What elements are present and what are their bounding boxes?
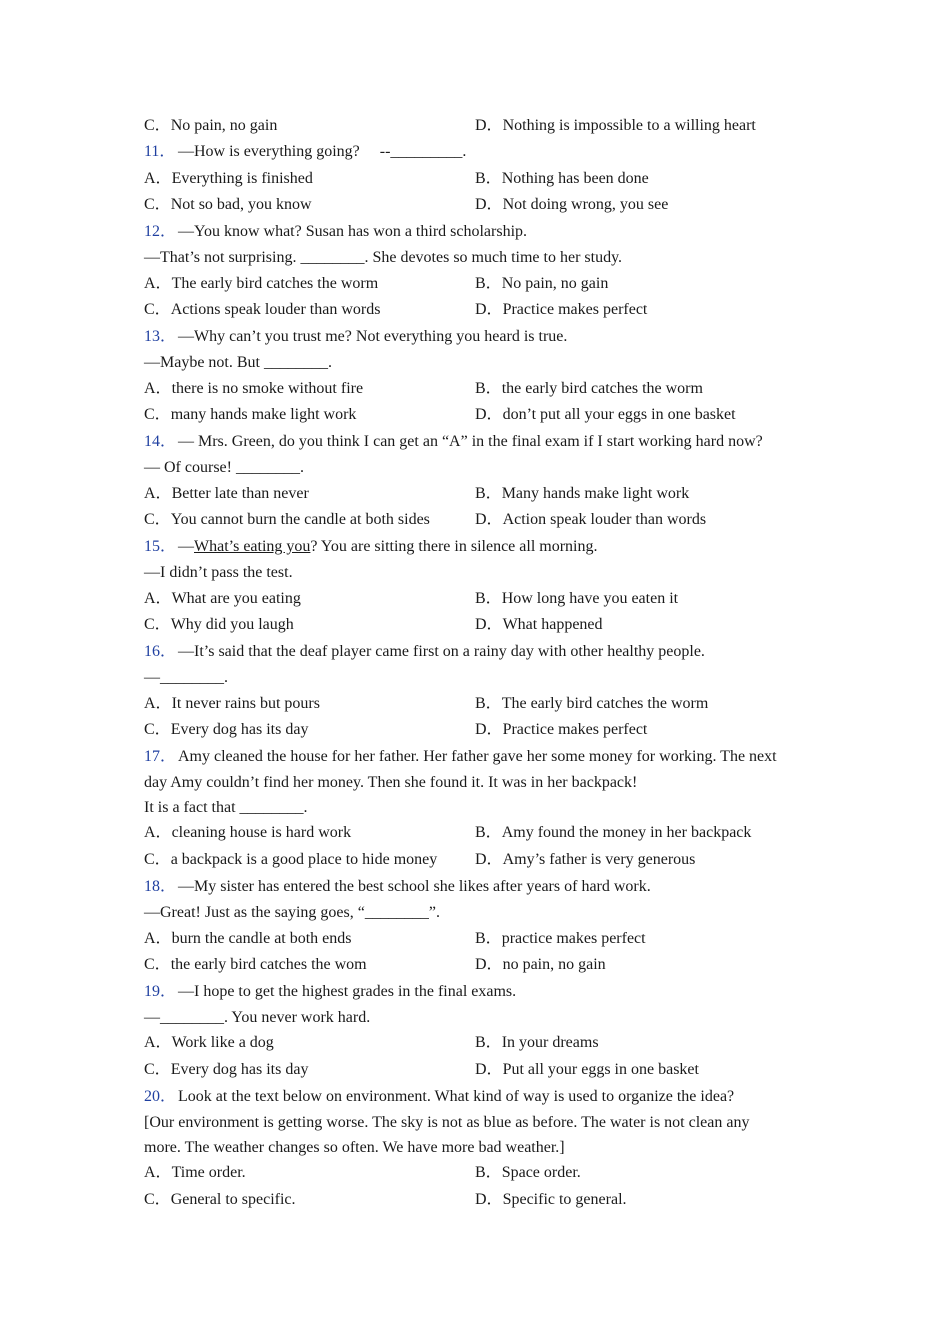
option-d: D．Action speak louder than words: [475, 511, 707, 528]
option-a: A．Time order.: [144, 1164, 246, 1181]
question-14-stem: 14． — Mrs. Green, do you think I can get an “A” in the final exam if I start working hard now?: [144, 433, 763, 450]
option-d: D．no pain, no gain: [475, 956, 606, 973]
question-19-line2: —________. You never work hard.: [144, 1009, 371, 1026]
option-a: A．It never rains but pours: [144, 695, 320, 712]
question-17-line3: It is a fact that ________.: [144, 799, 308, 816]
option-d: D．Not doing wrong, you see: [475, 196, 669, 213]
underlined-phrase: What’s eating you: [194, 538, 311, 555]
option-b: B．Nothing has been done: [475, 170, 649, 187]
option-b: B．the early bird catches the worm: [475, 380, 703, 397]
option-a: A．The early bird catches the worm: [144, 275, 379, 292]
option-d: D．What happened: [475, 616, 603, 633]
option-b: B．Amy found the money in her backpack: [475, 824, 752, 841]
option-c: C．Every dog has its day: [144, 1061, 309, 1078]
option-c: C．You cannot burn the candle at both sides: [144, 511, 430, 528]
option-a: A．What are you eating: [144, 590, 301, 607]
option-b: B．Space order.: [475, 1164, 581, 1181]
option-a: A．Everything is finished: [144, 170, 313, 187]
question-20-line2: [Our environment is getting worse. The sky is not as blue as before. The water is not clean any: [144, 1114, 750, 1131]
question-number: 20．: [144, 1088, 177, 1105]
question-number: 13．: [144, 328, 177, 345]
option-a: A．cleaning house is hard work: [144, 824, 352, 841]
option-c: C．General to specific.: [144, 1191, 296, 1208]
question-13-stem: 13． —Why can’t you trust me? Not everything you heard is true.: [144, 328, 568, 345]
option-a: A．Better late than never: [144, 485, 309, 502]
question-number: 18．: [144, 878, 177, 895]
question-13-line2: —Maybe not. But ________.: [144, 354, 332, 371]
question-17-stem: 17． Amy cleaned the house for her father. Her father gave her some money for working. The next: [144, 748, 777, 765]
option-c: C．Not so bad, you know: [144, 196, 312, 213]
question-14-line2: — Of course! ________.: [144, 459, 304, 476]
question-number: 17．: [144, 748, 177, 765]
option-d: D．Practice makes perfect: [475, 721, 648, 738]
option-d: D．Specific to general.: [475, 1191, 627, 1208]
question-number: 14．: [144, 433, 177, 450]
option-d: D．don’t put all your eggs in one basket: [475, 406, 736, 423]
option-a: A．there is no smoke without fire: [144, 380, 364, 397]
question-number: 15．: [144, 538, 177, 555]
question-17-line2: day Amy couldn’t find her money. Then she found it. It was in her backpack!: [144, 774, 638, 791]
option-c: C．Actions speak louder than words: [144, 301, 381, 318]
option-d: D．Practice makes perfect: [475, 301, 648, 318]
question-16-stem: 16． —It’s said that the deaf player came first on a rainy day with other healthy people.: [144, 643, 705, 660]
option-c: C．No pain, no gain: [144, 117, 278, 134]
option-d: D．Amy’s father is very generous: [475, 851, 696, 868]
option-a: A．burn the candle at both ends: [144, 930, 352, 947]
question-18-stem: 18． —My sister has entered the best school she likes after years of hard work.: [144, 878, 651, 895]
question-20-line3: more. The weather changes so often. We have more bad weather.]: [144, 1139, 565, 1156]
option-b: B．Many hands make light work: [475, 485, 690, 502]
question-11-stem: 11． —How is everything going? --_________.: [144, 143, 467, 160]
option-c: C．the early bird catches the wom: [144, 956, 367, 973]
question-number: 19．: [144, 983, 177, 1000]
option-c: C．many hands make light work: [144, 406, 357, 423]
option-c: C．a backpack is a good place to hide money: [144, 851, 438, 868]
question-19-stem: 19． —I hope to get the highest grades in the final exams.: [144, 983, 517, 1000]
option-b: B．How long have you eaten it: [475, 590, 679, 607]
question-20-stem: 20． Look at the text below on environment. What kind of way is used to organize the idea?: [144, 1088, 735, 1105]
question-15-line2: —I didn’t pass the test.: [144, 564, 293, 581]
question-12-stem: 12． —You know what? Susan has won a third scholarship.: [144, 223, 528, 240]
option-b: B．No pain, no gain: [475, 275, 609, 292]
question-18-line2: —Great! Just as the saying goes, “________”.: [144, 904, 440, 921]
question-15-stem: 15． —What’s eating you? You are sitting there in silence all morning.: [144, 538, 598, 555]
option-b: B．The early bird catches the worm: [475, 695, 709, 712]
option-b: B．In your dreams: [475, 1034, 599, 1051]
option-a: A．Work like a dog: [144, 1034, 274, 1051]
question-number: 11．: [144, 143, 176, 160]
question-16-line2: —________.: [144, 669, 228, 686]
option-d: D．Put all your eggs in one basket: [475, 1061, 699, 1078]
option-b: B．practice makes perfect: [475, 930, 646, 947]
question-number: 16．: [144, 643, 177, 660]
question-number: 12．: [144, 223, 177, 240]
option-d: D．Nothing is impossible to a willing heart: [475, 117, 756, 134]
option-c: C．Every dog has its day: [144, 721, 309, 738]
option-c: C．Why did you laugh: [144, 616, 294, 633]
question-12-line2: —That’s not surprising. ________. She devotes so much time to her study.: [144, 249, 623, 266]
